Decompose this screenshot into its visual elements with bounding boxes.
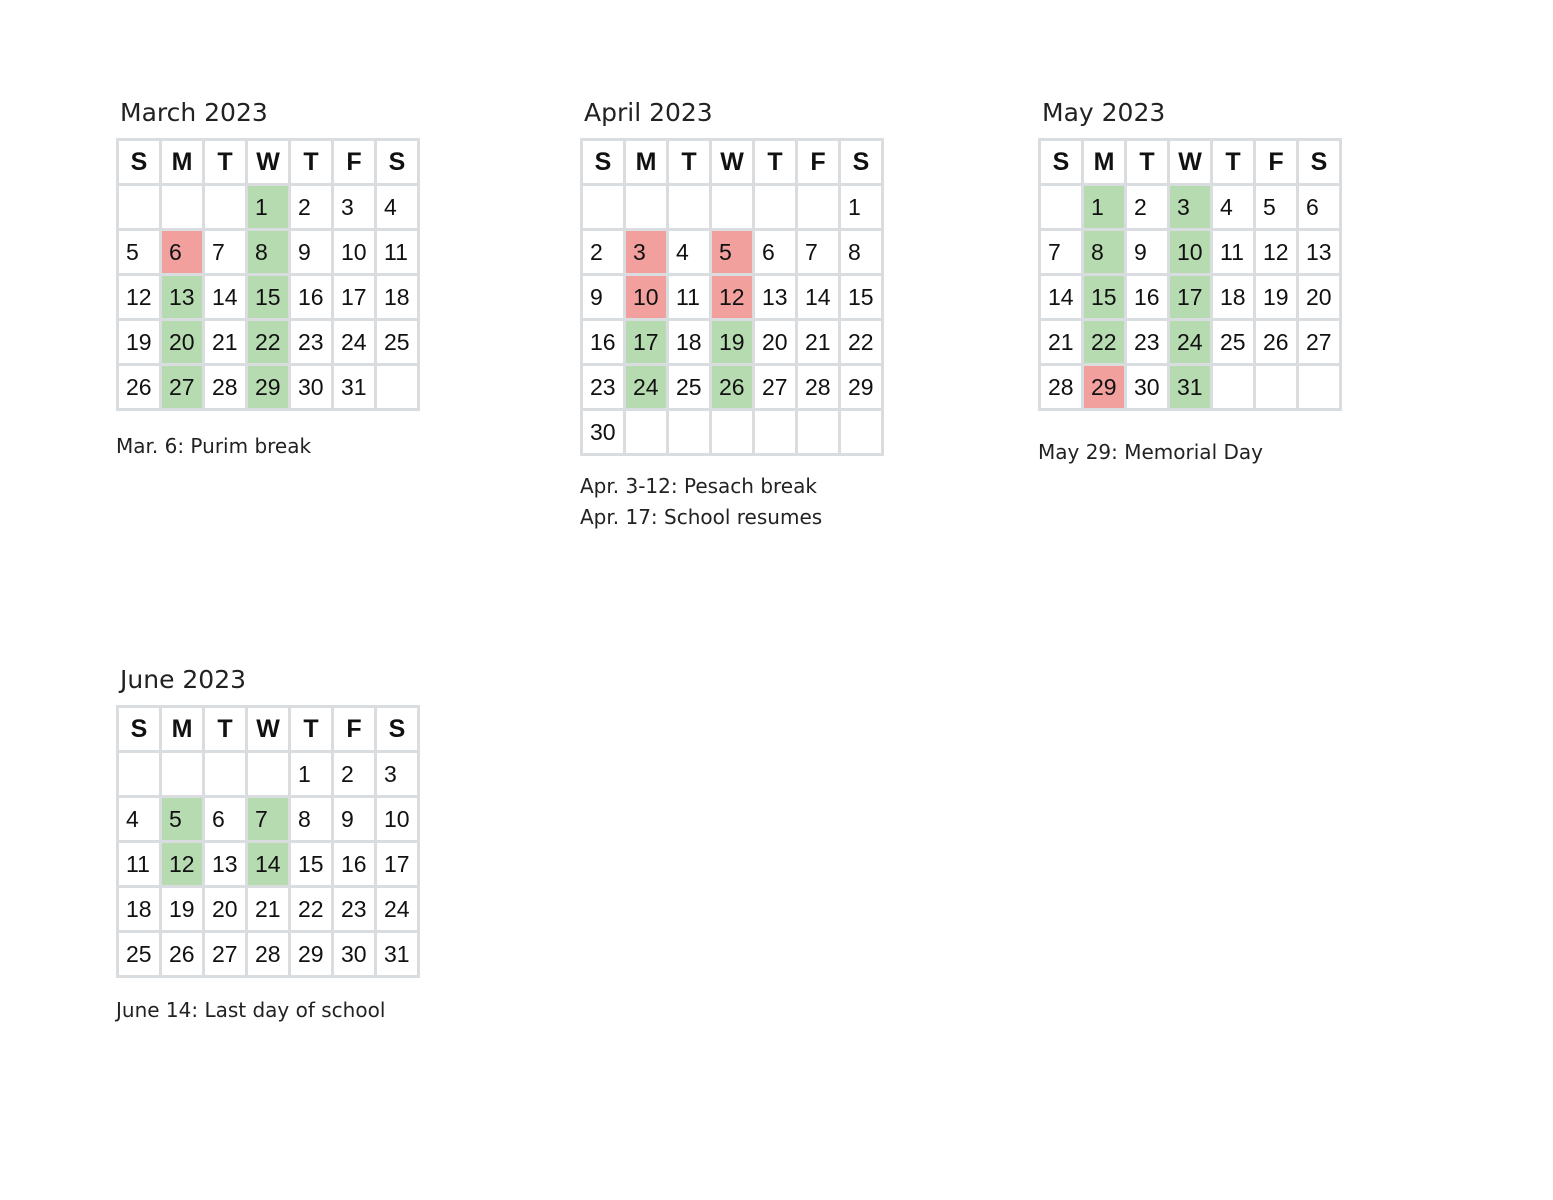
day-cell: 26 bbox=[711, 365, 754, 410]
day-cell: 27 bbox=[161, 365, 204, 410]
day-cell: 17 bbox=[376, 842, 419, 887]
day-cell: 9 bbox=[582, 275, 625, 320]
weekday-header: M bbox=[1083, 140, 1126, 185]
week-row bbox=[1040, 230, 1341, 275]
day-cell: 15 bbox=[247, 275, 290, 320]
empty-day-cell bbox=[668, 410, 711, 455]
day-cell: 20 bbox=[754, 320, 797, 365]
empty-day-cell bbox=[247, 752, 290, 797]
day-cell: 19 bbox=[1255, 275, 1298, 320]
empty-day-cell bbox=[1212, 365, 1255, 410]
day-cell: 10 bbox=[625, 275, 668, 320]
empty-day-cell bbox=[625, 410, 668, 455]
day-cell: 2 bbox=[582, 230, 625, 275]
weekday-header: T bbox=[204, 140, 247, 185]
day-cell: 1 bbox=[247, 185, 290, 230]
day-cell: 7 bbox=[247, 797, 290, 842]
day-cell: 7 bbox=[797, 230, 840, 275]
day-cell: 28 bbox=[247, 932, 290, 977]
day-cell: 7 bbox=[1040, 230, 1083, 275]
day-cell: 17 bbox=[625, 320, 668, 365]
weekday-header: S bbox=[1040, 140, 1083, 185]
day-cell: 18 bbox=[118, 887, 161, 932]
weekday-header: W bbox=[711, 140, 754, 185]
weekday-header: S bbox=[118, 140, 161, 185]
empty-day-cell bbox=[1040, 185, 1083, 230]
day-cell: 14 bbox=[1040, 275, 1083, 320]
day-cell: 16 bbox=[1126, 275, 1169, 320]
day-cell: 19 bbox=[161, 887, 204, 932]
month-notes bbox=[580, 471, 884, 533]
weekday-header: S bbox=[376, 707, 419, 752]
day-cell: 22 bbox=[290, 887, 333, 932]
day-cell: 12 bbox=[1255, 230, 1298, 275]
day-cell: 20 bbox=[161, 320, 204, 365]
calendar-grid bbox=[116, 138, 420, 411]
day-cell: 22 bbox=[247, 320, 290, 365]
weekday-header: T bbox=[754, 140, 797, 185]
week-row bbox=[118, 842, 419, 887]
day-cell: 27 bbox=[754, 365, 797, 410]
weekday-header: W bbox=[1169, 140, 1212, 185]
weekday-header-row bbox=[582, 140, 883, 185]
day-cell: 15 bbox=[840, 275, 883, 320]
empty-day-cell bbox=[1298, 365, 1341, 410]
week-row bbox=[118, 797, 419, 842]
day-cell: 30 bbox=[1126, 365, 1169, 410]
weekday-header: T bbox=[204, 707, 247, 752]
day-cell: 13 bbox=[204, 842, 247, 887]
day-cell: 24 bbox=[625, 365, 668, 410]
day-cell: 5 bbox=[1255, 185, 1298, 230]
day-cell: 29 bbox=[247, 365, 290, 410]
day-cell: 11 bbox=[1212, 230, 1255, 275]
month-title: June 2023 bbox=[120, 665, 247, 694]
day-cell: 25 bbox=[1212, 320, 1255, 365]
weekday-header: T bbox=[668, 140, 711, 185]
day-cell: 15 bbox=[290, 842, 333, 887]
weekday-header: S bbox=[840, 140, 883, 185]
weekday-header: S bbox=[1298, 140, 1341, 185]
weekday-header: F bbox=[1255, 140, 1298, 185]
day-cell: 29 bbox=[290, 932, 333, 977]
day-cell: 4 bbox=[1212, 185, 1255, 230]
day-cell: 16 bbox=[290, 275, 333, 320]
day-cell: 24 bbox=[333, 320, 376, 365]
week-row bbox=[118, 752, 419, 797]
empty-day-cell bbox=[161, 752, 204, 797]
day-cell: 13 bbox=[161, 275, 204, 320]
day-cell: 23 bbox=[582, 365, 625, 410]
weekday-header-row bbox=[118, 140, 419, 185]
day-cell: 23 bbox=[1126, 320, 1169, 365]
day-cell: 17 bbox=[333, 275, 376, 320]
day-cell: 14 bbox=[204, 275, 247, 320]
day-cell: 4 bbox=[376, 185, 419, 230]
calendar-note: Apr. 17: School resumes bbox=[580, 505, 823, 529]
day-cell: 9 bbox=[1126, 230, 1169, 275]
day-cell: 2 bbox=[333, 752, 376, 797]
empty-day-cell bbox=[668, 185, 711, 230]
month-june bbox=[116, 665, 420, 1026]
day-cell: 28 bbox=[797, 365, 840, 410]
day-cell: 4 bbox=[118, 797, 161, 842]
day-cell: 30 bbox=[290, 365, 333, 410]
empty-day-cell bbox=[582, 185, 625, 230]
weekday-header: M bbox=[161, 140, 204, 185]
week-row bbox=[582, 365, 883, 410]
week-row bbox=[1040, 320, 1341, 365]
day-cell: 22 bbox=[840, 320, 883, 365]
day-cell: 31 bbox=[1169, 365, 1212, 410]
day-cell: 9 bbox=[333, 797, 376, 842]
month-notes bbox=[116, 431, 420, 462]
calendar-note: June 14: Last day of school bbox=[116, 998, 386, 1022]
day-cell: 26 bbox=[1255, 320, 1298, 365]
day-cell: 3 bbox=[1169, 185, 1212, 230]
day-cell: 6 bbox=[754, 230, 797, 275]
weekday-header-row bbox=[118, 707, 419, 752]
day-cell: 10 bbox=[333, 230, 376, 275]
day-cell: 10 bbox=[376, 797, 419, 842]
day-cell: 31 bbox=[333, 365, 376, 410]
day-cell: 8 bbox=[247, 230, 290, 275]
month-title: May 2023 bbox=[1042, 98, 1166, 127]
day-cell: 27 bbox=[1298, 320, 1341, 365]
month-may bbox=[1038, 98, 1342, 468]
week-row bbox=[582, 185, 883, 230]
day-cell: 30 bbox=[582, 410, 625, 455]
day-cell: 10 bbox=[1169, 230, 1212, 275]
day-cell: 18 bbox=[668, 320, 711, 365]
day-cell: 23 bbox=[333, 887, 376, 932]
day-cell: 12 bbox=[118, 275, 161, 320]
day-cell: 26 bbox=[161, 932, 204, 977]
day-cell: 25 bbox=[118, 932, 161, 977]
week-row bbox=[118, 320, 419, 365]
day-cell: 11 bbox=[376, 230, 419, 275]
weekday-header: T bbox=[290, 140, 333, 185]
month-title: April 2023 bbox=[584, 98, 713, 127]
empty-day-cell bbox=[204, 752, 247, 797]
week-row bbox=[582, 320, 883, 365]
weekday-header: F bbox=[333, 140, 376, 185]
week-row bbox=[118, 932, 419, 977]
day-cell: 29 bbox=[1083, 365, 1126, 410]
day-cell: 9 bbox=[290, 230, 333, 275]
day-cell: 13 bbox=[1298, 230, 1341, 275]
day-cell: 22 bbox=[1083, 320, 1126, 365]
day-cell: 28 bbox=[1040, 365, 1083, 410]
day-cell: 15 bbox=[1083, 275, 1126, 320]
empty-day-cell bbox=[711, 185, 754, 230]
weekday-header: S bbox=[118, 707, 161, 752]
empty-day-cell bbox=[118, 752, 161, 797]
month-april bbox=[580, 98, 884, 533]
empty-day-cell bbox=[204, 185, 247, 230]
day-cell: 17 bbox=[1169, 275, 1212, 320]
day-cell: 30 bbox=[333, 932, 376, 977]
day-cell: 21 bbox=[797, 320, 840, 365]
weekday-header: F bbox=[797, 140, 840, 185]
weekday-header: S bbox=[376, 140, 419, 185]
day-cell: 5 bbox=[118, 230, 161, 275]
empty-day-cell bbox=[118, 185, 161, 230]
day-cell: 1 bbox=[1083, 185, 1126, 230]
week-row bbox=[118, 185, 419, 230]
day-cell: 25 bbox=[376, 320, 419, 365]
empty-day-cell bbox=[754, 185, 797, 230]
empty-day-cell bbox=[1255, 365, 1298, 410]
week-row bbox=[1040, 365, 1341, 410]
day-cell: 27 bbox=[204, 932, 247, 977]
empty-day-cell bbox=[840, 410, 883, 455]
weekday-header: M bbox=[161, 707, 204, 752]
weekday-header: F bbox=[333, 707, 376, 752]
week-row bbox=[118, 365, 419, 410]
day-cell: 5 bbox=[711, 230, 754, 275]
day-cell: 6 bbox=[1298, 185, 1341, 230]
calendar-note: May 29: Memorial Day bbox=[1038, 440, 1263, 464]
weekday-header: T bbox=[290, 707, 333, 752]
day-cell: 11 bbox=[118, 842, 161, 887]
day-cell: 24 bbox=[376, 887, 419, 932]
day-cell: 16 bbox=[582, 320, 625, 365]
day-cell: 23 bbox=[290, 320, 333, 365]
day-cell: 18 bbox=[1212, 275, 1255, 320]
empty-day-cell bbox=[161, 185, 204, 230]
day-cell: 14 bbox=[797, 275, 840, 320]
day-cell: 21 bbox=[247, 887, 290, 932]
day-cell: 14 bbox=[247, 842, 290, 887]
day-cell: 28 bbox=[204, 365, 247, 410]
day-cell: 19 bbox=[711, 320, 754, 365]
day-cell: 24 bbox=[1169, 320, 1212, 365]
week-row bbox=[1040, 185, 1341, 230]
empty-day-cell bbox=[711, 410, 754, 455]
day-cell: 2 bbox=[1126, 185, 1169, 230]
day-cell: 21 bbox=[1040, 320, 1083, 365]
day-cell: 12 bbox=[161, 842, 204, 887]
empty-day-cell bbox=[754, 410, 797, 455]
month-notes bbox=[116, 995, 420, 1026]
day-cell: 16 bbox=[333, 842, 376, 887]
week-row bbox=[1040, 275, 1341, 320]
calendar-grid bbox=[116, 705, 420, 978]
month-march bbox=[116, 98, 420, 462]
day-cell: 1 bbox=[290, 752, 333, 797]
day-cell: 21 bbox=[204, 320, 247, 365]
calendar-grid bbox=[580, 138, 884, 456]
day-cell: 20 bbox=[204, 887, 247, 932]
empty-day-cell bbox=[376, 365, 419, 410]
empty-day-cell bbox=[625, 185, 668, 230]
day-cell: 29 bbox=[840, 365, 883, 410]
day-cell: 6 bbox=[161, 230, 204, 275]
weekday-header: T bbox=[1126, 140, 1169, 185]
week-row bbox=[118, 275, 419, 320]
day-cell: 20 bbox=[1298, 275, 1341, 320]
day-cell: 1 bbox=[840, 185, 883, 230]
day-cell: 25 bbox=[668, 365, 711, 410]
day-cell: 31 bbox=[376, 932, 419, 977]
empty-day-cell bbox=[797, 185, 840, 230]
day-cell: 7 bbox=[204, 230, 247, 275]
weekday-header: W bbox=[247, 707, 290, 752]
empty-day-cell bbox=[797, 410, 840, 455]
weekday-header: M bbox=[625, 140, 668, 185]
week-row bbox=[582, 230, 883, 275]
week-row bbox=[582, 410, 883, 455]
week-row bbox=[582, 275, 883, 320]
day-cell: 11 bbox=[668, 275, 711, 320]
weekday-header: T bbox=[1212, 140, 1255, 185]
day-cell: 12 bbox=[711, 275, 754, 320]
day-cell: 5 bbox=[161, 797, 204, 842]
day-cell: 13 bbox=[754, 275, 797, 320]
day-cell: 2 bbox=[290, 185, 333, 230]
weekday-header: S bbox=[582, 140, 625, 185]
month-notes bbox=[1038, 437, 1342, 468]
calendar-note: Apr. 3-12: Pesach break bbox=[580, 474, 817, 498]
month-title: March 2023 bbox=[120, 98, 268, 127]
day-cell: 3 bbox=[376, 752, 419, 797]
week-row bbox=[118, 887, 419, 932]
week-row bbox=[118, 230, 419, 275]
day-cell: 4 bbox=[668, 230, 711, 275]
calendar-grid bbox=[1038, 138, 1342, 411]
day-cell: 8 bbox=[840, 230, 883, 275]
day-cell: 3 bbox=[333, 185, 376, 230]
day-cell: 18 bbox=[376, 275, 419, 320]
day-cell: 8 bbox=[290, 797, 333, 842]
weekday-header: W bbox=[247, 140, 290, 185]
weekday-header-row bbox=[1040, 140, 1341, 185]
day-cell: 26 bbox=[118, 365, 161, 410]
day-cell: 8 bbox=[1083, 230, 1126, 275]
day-cell: 3 bbox=[625, 230, 668, 275]
calendar-note: Mar. 6: Purim break bbox=[116, 434, 312, 458]
day-cell: 6 bbox=[204, 797, 247, 842]
day-cell: 19 bbox=[118, 320, 161, 365]
